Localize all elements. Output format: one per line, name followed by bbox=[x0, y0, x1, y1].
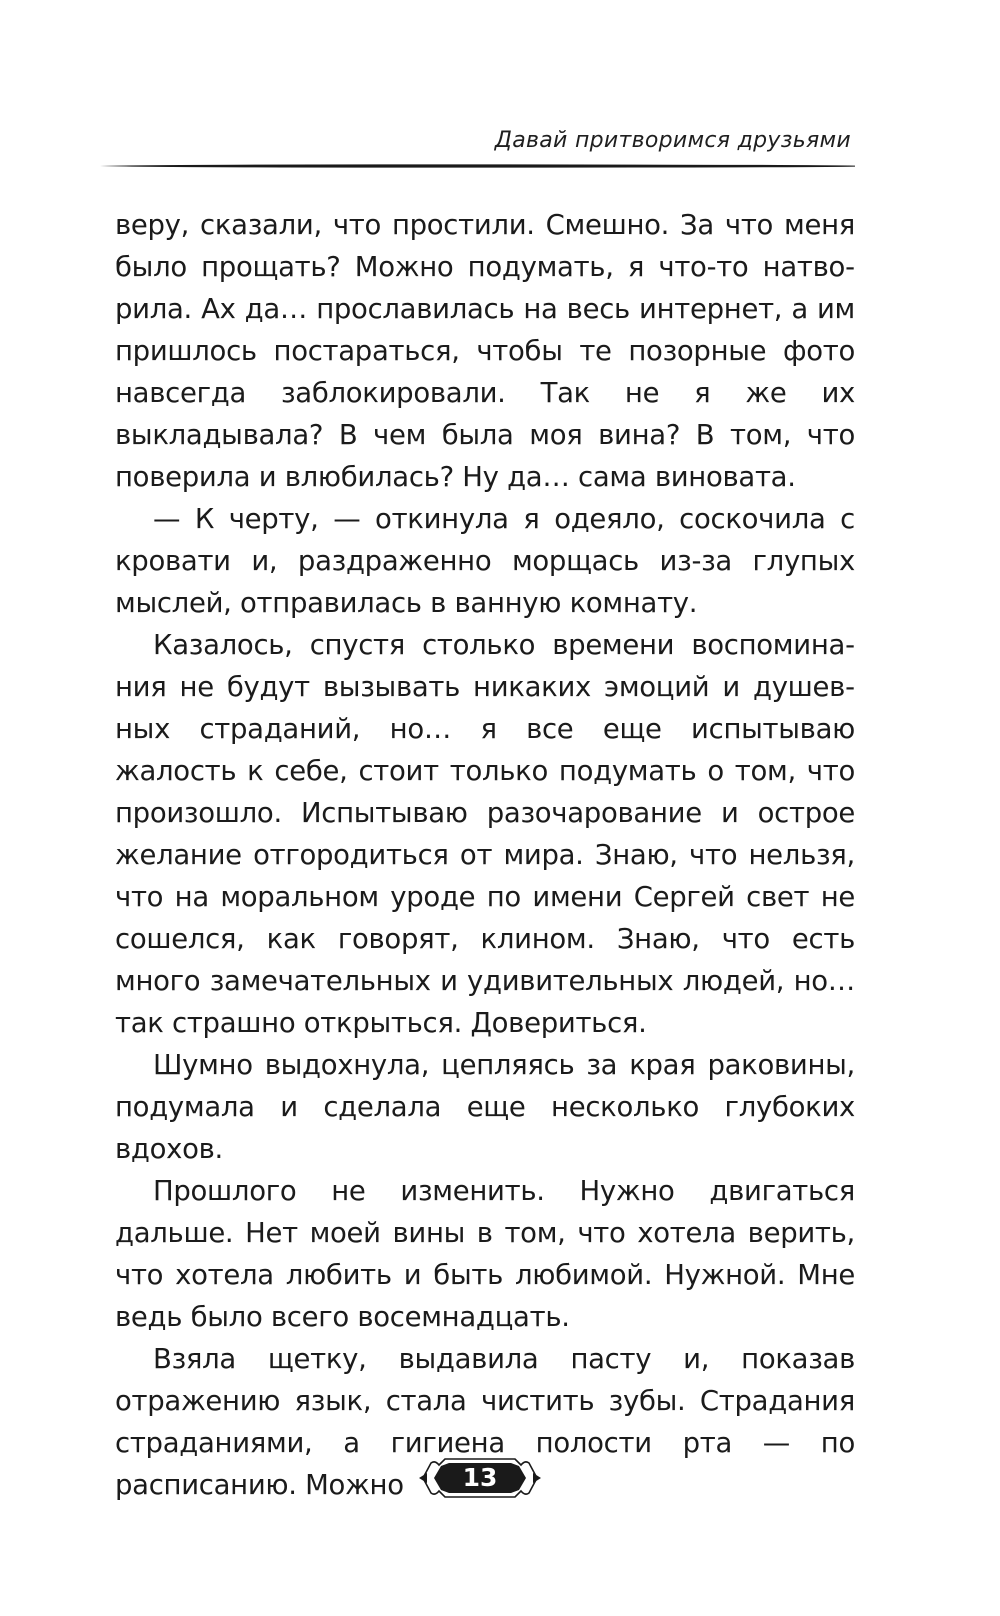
body-text bbox=[115, 204, 855, 1506]
paragraph: Прошлого не изменить. Нужно двигаться дальше. Нет моей вины в том, что хотела верить, что хотела любить и быть любимой. Нужной. Мне ведь было всего восемнадцать. bbox=[115, 1175, 855, 1333]
paragraph: Взяла щетку, выдавила пасту и, показав отражению язык, стала чистить зубы. Страдания страданиями, а гигиена полости рта — по расписанию. Можно bbox=[115, 1343, 855, 1501]
paragraph: Шумно выдохнула, цепляясь за края раковины, подумала и сделала еще несколько глубоких вдохов. bbox=[115, 1049, 855, 1165]
paragraph: Казалось, спустя столько времени воспоминания не будут вызывать никаких эмоций и душевных страданий, но… я все еще испытываю жалость к себе, стоит только подумать о том, что произошло. Испытываю разочарование и острое желание отгородиться от мира. Знаю, что нельзя, что на моральном уроде по имени Сергей свет не сошелся, как говорят, клином. Знаю, что есть много замечательных и удивительных людей, но… так страшно открыться. Довериться. bbox=[115, 629, 855, 1039]
page-number-badge bbox=[417, 1455, 543, 1501]
paragraph: веру, сказали, что простили. Смешно. За что меня было прощать? Можно подумать, я что-то натворила. Ах да… прославилась на весь интернет, а им пришлось постараться, чтобы те позорные фото навсегда заблокировали. Так не я же их выкладывала? В чем была моя вина? В том, что поверила и влюбилась? Ну да… сама виновата. bbox=[115, 209, 855, 493]
header-rule bbox=[100, 163, 855, 169]
running-header-title: Давай притворимся друзьями bbox=[494, 128, 851, 153]
paragraph: — К черту, — откинула я одеяло, соскочила с кровати и, раздраженно морщась из-за глупых мыслей, отправилась в ванную комнату. bbox=[115, 503, 855, 619]
page-number: 13 bbox=[462, 1463, 498, 1492]
